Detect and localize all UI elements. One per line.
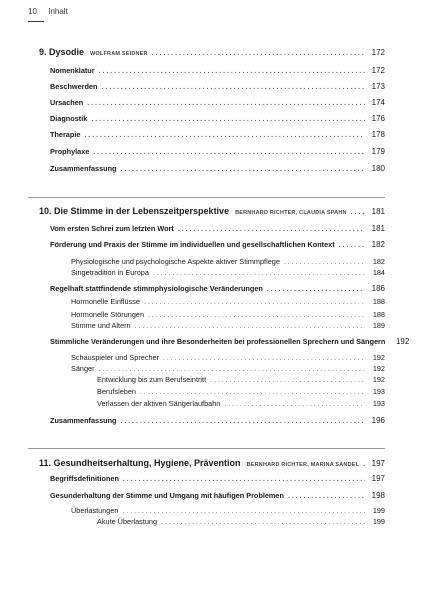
page-ref: 188 — [372, 310, 385, 319]
dot-leader — [99, 68, 365, 75]
entry-title: Hormonelle Störungen — [71, 310, 145, 319]
page-header — [28, 7, 68, 16]
dot-leader — [163, 355, 365, 362]
dot-leader — [91, 116, 365, 123]
dot-leader — [351, 209, 365, 216]
toc-subentry[interactable] — [71, 297, 385, 309]
toc-entry[interactable] — [50, 130, 385, 142]
chapter-author: BERNHARD RICHTER, MARINA SANDEL — [246, 462, 360, 468]
entry-title: Prophylaxe — [50, 147, 90, 156]
page-ref: 182 — [371, 240, 385, 249]
dot-leader — [87, 100, 365, 107]
entry-title: Schauspieler und Sprecher — [71, 353, 160, 362]
dot-leader — [123, 476, 365, 483]
entry-title: Berufsleben — [97, 387, 136, 396]
toc-entry[interactable] — [50, 164, 385, 176]
toc-entry[interactable] — [50, 147, 385, 159]
entry-title: Überlastungen — [71, 506, 119, 515]
dot-leader — [363, 461, 365, 468]
entry-title: Hormonelle Einflüsse — [71, 297, 140, 306]
entry-title: Sänger — [71, 364, 95, 373]
entry-title: Stimme und Altern — [71, 321, 131, 330]
entry-title: Förderung und Praxis der Stimme im individuellen und gesellschaftlichen Kontext — [50, 240, 335, 249]
chapter-heading[interactable] — [39, 458, 385, 470]
entry-title: Verlassen der aktiven Sängerlaufbahn — [97, 399, 221, 408]
entry-title: Nomenklatur — [50, 66, 95, 75]
dot-leader — [101, 84, 365, 91]
page-ref: 188 — [372, 297, 385, 306]
toc-entry[interactable] — [50, 224, 385, 236]
page-ref: 181 — [371, 224, 385, 233]
toc-subsubentry[interactable] — [97, 517, 385, 529]
toc-entry[interactable] — [50, 416, 385, 428]
chapter-author: BERNHARD RICHTER, CLAUDIA SPAHN — [235, 210, 347, 216]
section-divider — [28, 197, 385, 198]
page-number: 10 — [28, 7, 37, 16]
section-divider — [28, 448, 385, 449]
page-ref: 181 — [371, 207, 385, 216]
page-ref: 193 — [372, 399, 385, 408]
entry-title: Diagnostik — [50, 114, 88, 123]
toc-entry[interactable] — [50, 66, 385, 78]
page-ref: 172 — [371, 66, 385, 75]
dot-leader — [84, 132, 365, 139]
chapter-title: 9. Dysodie — [39, 47, 85, 57]
dot-leader — [148, 312, 365, 319]
toc-subsubentry[interactable] — [97, 399, 385, 411]
page-ref: 182 — [372, 257, 385, 266]
dot-leader — [288, 493, 365, 500]
entry-title: Singetradition in Europa — [71, 268, 149, 277]
entry-title: Beschwerden — [50, 82, 98, 91]
page-ref: 189 — [372, 321, 385, 330]
dot-leader — [284, 259, 365, 266]
entry-title: Vom ersten Schrei zum letzten Wort — [50, 224, 174, 233]
page-ref: 193 — [372, 387, 385, 396]
entry-title: Stimmliche Veränderungen und ihre Besonderheiten bei professionellen Sprechern und Sängern — [50, 337, 386, 346]
page-ref: 172 — [371, 48, 385, 57]
page-ref: 173 — [371, 82, 385, 91]
entry-title: Zusammenfassung — [50, 164, 117, 173]
entry-title: Begriffsdefinitionen — [50, 474, 119, 483]
page-ref: 179 — [371, 147, 385, 156]
dot-leader — [121, 418, 366, 425]
toc-subsubentry[interactable] — [97, 387, 385, 399]
page-ref: 192 — [372, 353, 385, 362]
page-ref: 192 — [372, 375, 385, 384]
page-ref: 192 — [372, 364, 385, 373]
entry-title: Therapie — [50, 130, 81, 139]
toc-entry[interactable] — [50, 284, 385, 296]
toc-entry[interactable] — [50, 474, 385, 486]
entry-title: Entwicklung bis zum Berufseintritt — [97, 375, 207, 384]
dot-leader — [140, 389, 365, 396]
dot-leader — [161, 519, 365, 526]
chapter-author: WOLFRAM SEIDNER — [90, 51, 148, 57]
page-ref: 192 — [395, 337, 410, 346]
dot-leader — [153, 270, 365, 277]
running-title: Inhalt — [48, 7, 68, 16]
toc-entry[interactable] — [50, 114, 385, 126]
page-ref: 178 — [371, 130, 385, 139]
dot-leader — [267, 286, 365, 293]
entry-title: Physiologische und psychologische Aspekte aktiver Stimmpflege — [71, 257, 280, 266]
dot-leader — [121, 166, 366, 173]
toc-entry[interactable] — [50, 82, 385, 94]
chapter-heading[interactable] — [39, 47, 385, 59]
entry-title: Akute Überlastung — [97, 517, 158, 526]
dot-leader — [93, 149, 365, 156]
dot-leader — [339, 242, 365, 249]
dot-leader — [224, 401, 365, 408]
header-rule — [28, 21, 44, 22]
toc-entry[interactable] — [50, 491, 385, 503]
page-ref: 186 — [371, 284, 385, 293]
toc-subentry[interactable] — [71, 321, 385, 333]
dot-leader — [122, 508, 365, 515]
entry-title: Regelhaft stattfindende stimmphysiologische Veränderungen — [50, 284, 263, 293]
entry-title: Gesunderhaltung der Stimme und Umgang mit häufigen Problemen — [50, 491, 284, 500]
page-ref: 198 — [371, 491, 385, 500]
entry-title: Zusammenfassung — [50, 416, 117, 425]
page-ref: 197 — [371, 474, 385, 483]
page-ref: 184 — [372, 268, 385, 277]
chapter-title: 10. Die Stimme in der Lebenszeitperspektive — [39, 206, 230, 216]
dot-leader — [135, 323, 365, 330]
dot-leader — [144, 299, 365, 306]
page-ref: 180 — [371, 164, 385, 173]
page-ref: 197 — [371, 459, 385, 468]
page-ref: 176 — [371, 114, 385, 123]
entry-title: Ursachen — [50, 98, 84, 107]
dot-leader — [99, 366, 365, 373]
toc-subentry[interactable] — [71, 268, 385, 280]
page-ref: 199 — [372, 517, 385, 526]
toc-subsubentry[interactable] — [97, 375, 385, 387]
dot-leader — [178, 226, 365, 233]
dot-leader — [210, 377, 365, 384]
page-ref: 199 — [372, 506, 385, 515]
dot-leader — [152, 50, 365, 57]
chapter-title: 11. Gesundheitserhaltung, Hygiene, Prävention — [39, 458, 241, 468]
page-ref: 174 — [371, 98, 385, 107]
toc-entry[interactable] — [50, 98, 385, 110]
page-ref: 196 — [371, 416, 385, 425]
toc-entry[interactable] — [50, 240, 385, 252]
chapter-heading[interactable] — [39, 206, 385, 218]
toc-entry[interactable] — [50, 337, 410, 349]
